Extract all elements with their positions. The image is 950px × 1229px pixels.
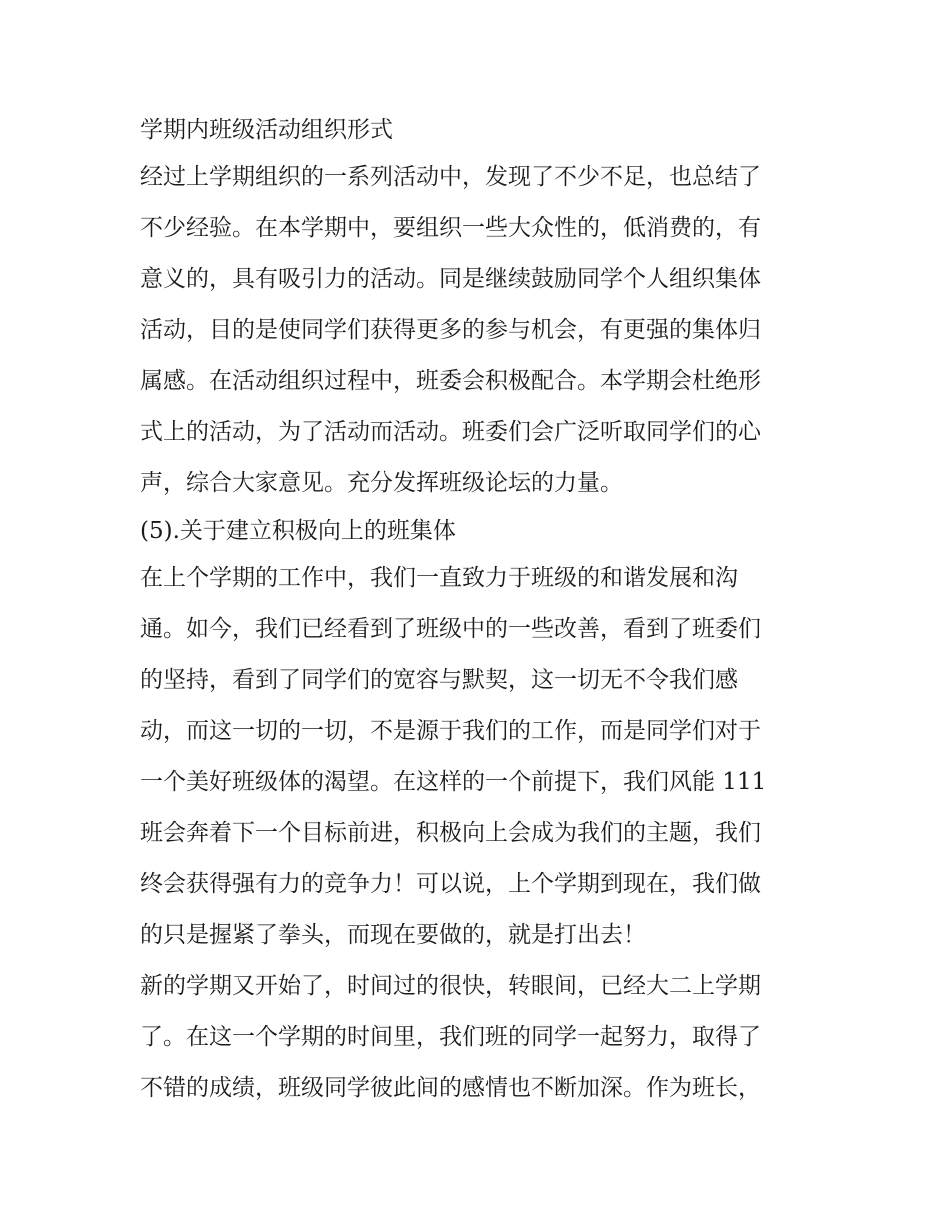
text-line: 式上的活动，为了活动而活动。班委们会广泛听取同学们的心 xyxy=(140,419,761,445)
paragraph-class-building xyxy=(140,553,820,961)
text-line: 经过上学期组织的一系列活动中，发现了不少不足，也总结了 xyxy=(140,164,761,190)
text-line: 意义的，具有吸引力的活动。同是继续鼓励同学个人组织集体 xyxy=(140,266,761,292)
subheading-5: (5).关于建立积极向上的班集体 xyxy=(140,518,456,544)
text-line: 动，而这一切的一切，不是源于我们的工作，而是同学们对于 xyxy=(140,718,761,744)
text-line: 一个美好班级体的渴望。在这样的一个前提下，我们风能 111 xyxy=(140,769,767,795)
paragraph-new-semester xyxy=(140,961,820,1114)
text-line: 班会奔着下一个目标前进，积极向上会成为我们的主题，我们 xyxy=(140,820,761,846)
text-line: 终会获得强有力的竞争力！可以说，上个学期到现在，我们做 xyxy=(140,871,761,897)
text-line: 不少经验。在本学期中，要组织一些大众性的，低消费的，有 xyxy=(140,215,761,241)
text-line: 不错的成绩，班级同学彼此间的感情也不断加深。作为班长， xyxy=(140,1075,761,1101)
section-heading: 学期内班级活动组织形式 xyxy=(140,117,393,143)
paragraph-activities xyxy=(140,152,820,509)
text-line: 通。如今，我们已经看到了班级中的一些改善，看到了班委们 xyxy=(140,616,761,642)
text-line: 在上个学期的工作中，我们一直致力于班级的和谐发展和沟 xyxy=(140,565,738,591)
text-line: 属感。在活动组织过程中，班委会积极配合。本学期会杜绝形 xyxy=(140,368,761,394)
text-line: 声，综合大家意见。充分发挥班级论坛的力量。 xyxy=(140,470,623,496)
text-line: 新的学期又开始了，时间过的很快，转眼间，已经大二上学期 xyxy=(140,973,761,999)
text-line: 的只是握紧了拳头，而现在要做的，就是打出去！ xyxy=(140,922,646,948)
text-line: 了。在这一个学期的时间里，我们班的同学一起努力，取得了 xyxy=(140,1024,761,1050)
document-body xyxy=(140,108,820,1114)
text-line: 活动，目的是使同学们获得更多的参与机会，有更强的集体归 xyxy=(140,317,761,343)
text-line: 的坚持，看到了同学们的宽容与默契，这一切无不令我们感 xyxy=(140,667,738,693)
